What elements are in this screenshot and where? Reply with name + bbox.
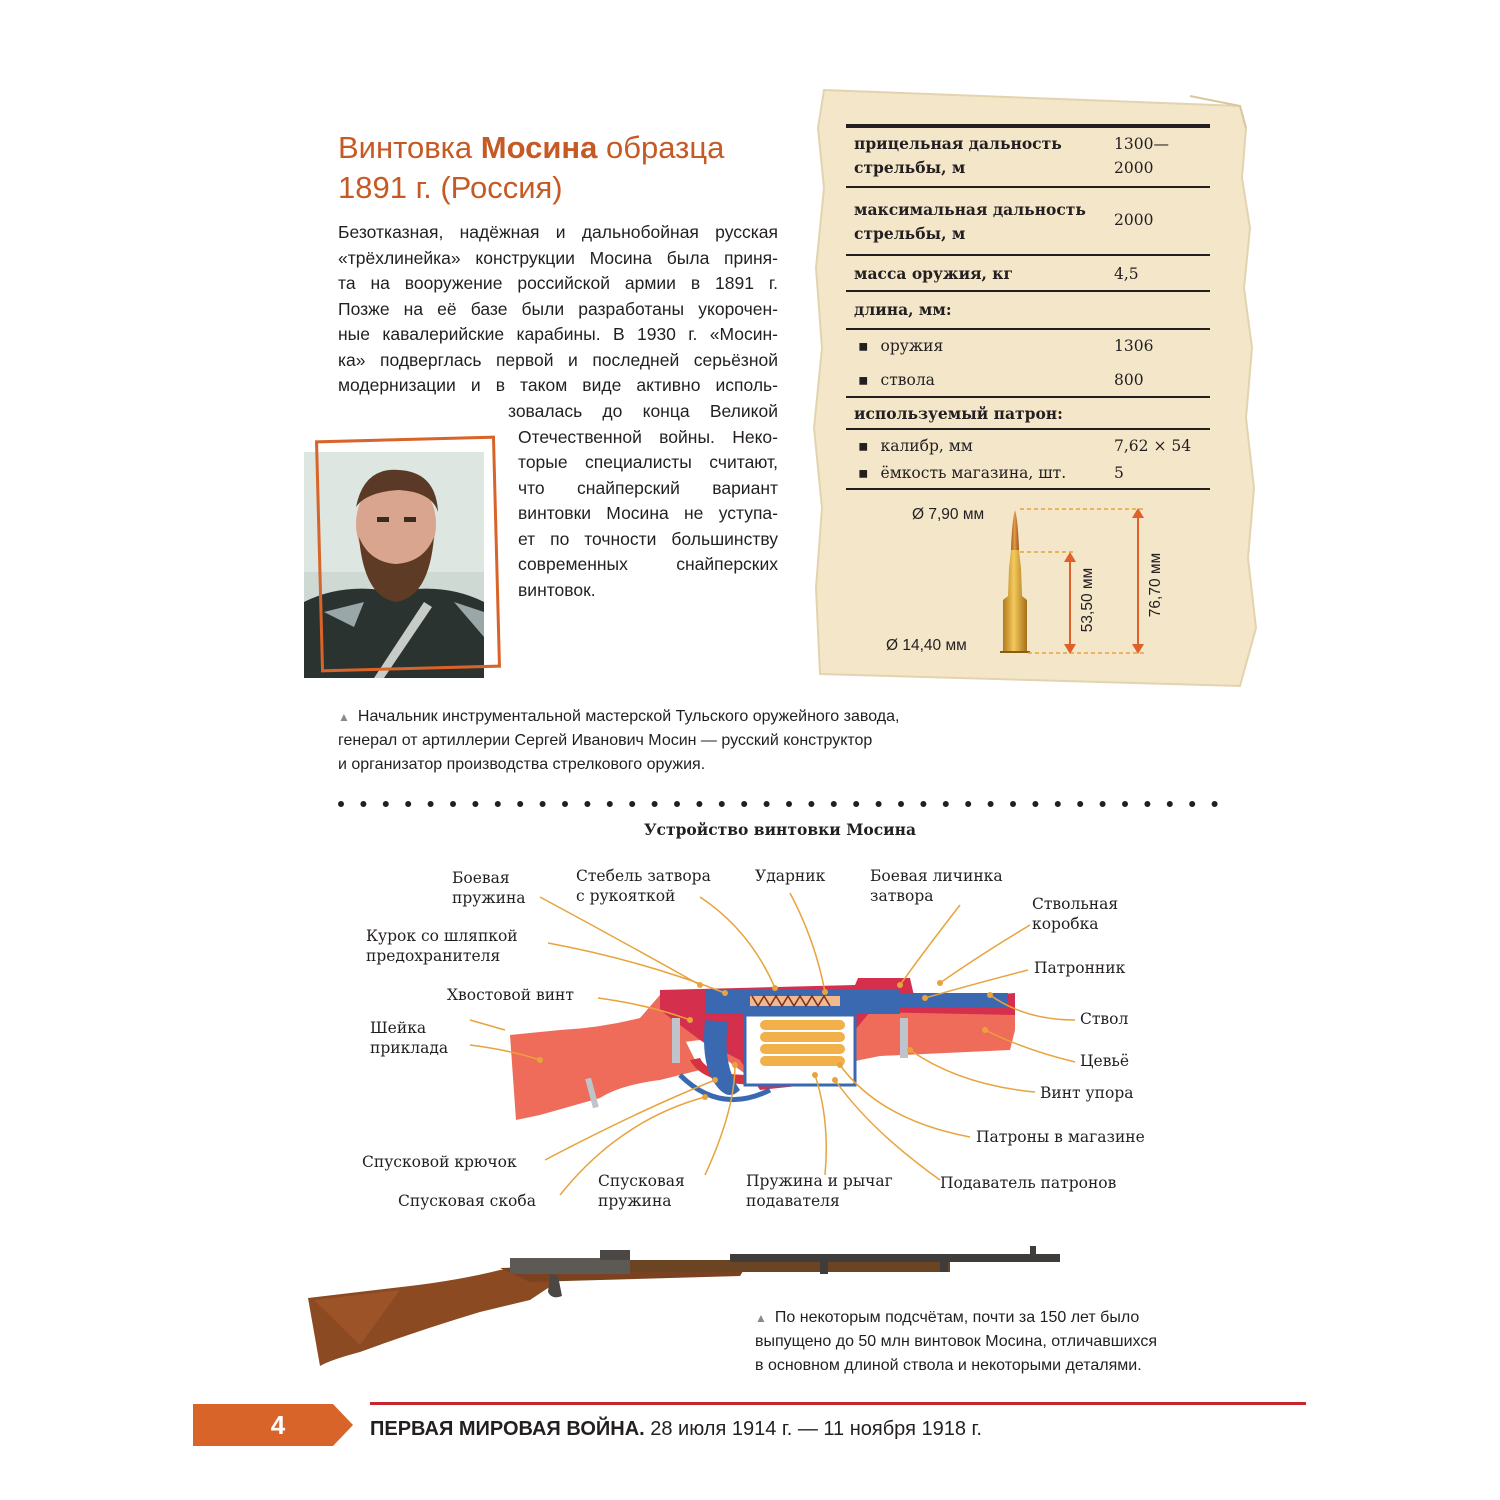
divider-dot: [629, 801, 635, 807]
divider-dot: [1032, 801, 1038, 807]
label-stop-screw: Винт упора: [1040, 1084, 1134, 1102]
label-chamber: Патронник: [1034, 959, 1126, 977]
portrait-frame: [315, 436, 501, 673]
divider-dot: [831, 801, 837, 807]
divider-dot: [338, 801, 344, 807]
case-length-label: 53,50 мм: [1079, 567, 1096, 633]
divider-dot: [1100, 801, 1106, 807]
divider-dot: [920, 801, 926, 807]
divider-dot: [405, 801, 411, 807]
divider-dot: [898, 801, 904, 807]
divider-dot: [428, 801, 434, 807]
triangle-up-icon: ▲: [755, 1311, 767, 1325]
label-stock-neck: Шейка приклада: [370, 1019, 449, 1057]
label-trigger-spring: Спусковая пружина: [598, 1172, 685, 1210]
bullet-tip: [1011, 510, 1019, 550]
divider-dot: [988, 801, 994, 807]
divider-dot: [360, 801, 366, 807]
divider-dot: [1010, 801, 1016, 807]
rifle-receiver: [510, 1258, 630, 1274]
dotted-divider: [338, 794, 1218, 800]
divider-dot: [495, 801, 501, 807]
intro-paragraph: Безотказная, надёжная и дальнобойная русская «трёхлинейка» конструкции Мосина была приня- та на вооружение российской армии в 1891 г. Позже на её базе были разработаны укорочен- ные кавалерийские карабины. В 1930 г. «Мосин- ка» подверглась первой и последней серьёзной модернизации и в таком виде активно исполь-: [338, 222, 778, 395]
divider-dot: [786, 801, 792, 807]
portrait-caption: ▲ Начальник инструментальной мастерской Тульского оружейного завода, генерал от артиллерии Сергей Иванович Мосин — русский конструктор и организатор производства стрелкового оружия.: [338, 708, 900, 773]
divider-dot: [1077, 801, 1083, 807]
label-forend: Цевьё: [1080, 1052, 1130, 1070]
divider-dot: [472, 801, 478, 807]
wrap-paragraph: зовалась до конца Великой Отечественной войны. Неко- торые специалисты считают, что снайперский вариант винтовки Мосина не уступа- ет по точности большинству современных снайперских винтовок.: [508, 401, 778, 600]
label-magazine-rounds: Патроны в магазине: [976, 1128, 1145, 1146]
label-barrel: Ствол: [1080, 1010, 1129, 1028]
footer-rule: [370, 1402, 1306, 1405]
divider-dot: [607, 801, 613, 807]
label-tail-screw: Хвостовой винт: [447, 986, 574, 1004]
divider-dot: [943, 801, 949, 807]
divider-dot: [965, 801, 971, 807]
label-feeder-spring: Пружина и рычаг подавателя: [746, 1172, 893, 1210]
diagram-title: Устройство винтовки Мосина: [643, 820, 917, 839]
divider-dot: [1144, 801, 1150, 807]
divider-dot: [1167, 801, 1173, 807]
cartridge-case: [1003, 550, 1027, 652]
page-number: 4: [270, 1410, 286, 1440]
divider-dot: [383, 801, 389, 807]
label-cocking-piece: Курок со шляпкой предохранителя: [366, 927, 518, 965]
divider-dot: [584, 801, 590, 807]
divider-dot: [853, 801, 859, 807]
triangle-up-icon: ▲: [338, 710, 350, 724]
divider-dot: [719, 801, 725, 807]
label-feeder: Подаватель патронов: [940, 1174, 1117, 1192]
divider-dot: [1122, 801, 1128, 807]
label-bolt-face: Боевая личинка затвора: [870, 867, 1003, 905]
base-diameter-label: Ø 14,40 мм: [886, 637, 967, 654]
label-combat-spring: Боевая пружина: [452, 869, 526, 907]
divider-dot: [1212, 801, 1218, 807]
label-trigger-guard: Спусковая скоба: [398, 1192, 536, 1210]
divider-dot: [562, 801, 568, 807]
divider-dot: [741, 801, 747, 807]
divider-dot: [1055, 801, 1061, 807]
divider-dot: [517, 801, 523, 807]
divider-dot: [652, 801, 658, 807]
total-length-label: 76,70 мм: [1147, 552, 1164, 618]
divider-dot: [764, 801, 770, 807]
label-receiver: Ствольная коробка: [1032, 895, 1119, 933]
rifle-barrel: [730, 1254, 1060, 1262]
divider-dot: [540, 801, 546, 807]
divider-dot: [1189, 801, 1195, 807]
divider-dot: [674, 801, 680, 807]
divider-dot: [808, 801, 814, 807]
divider-dot: [696, 801, 702, 807]
article-title: Винтовка Мосина образца 1891 г. (Россия): [338, 130, 725, 205]
label-trigger: Спусковой крючок: [362, 1153, 517, 1171]
divider-dot: [450, 801, 456, 807]
label-bolt-stem: Стебель затвора с рукояткой: [576, 867, 711, 905]
bullet-diameter-label: Ø 7,90 мм: [912, 506, 985, 523]
divider-dot: [876, 801, 882, 807]
label-striker: Ударник: [755, 867, 826, 885]
rifle-caption: ▲ По некоторым подсчётам, почти за 150 лет было выпущено до 50 млн винтовок Мосина, отличавшихся в основном длиной ствола и некоторыми деталями.: [755, 1309, 1158, 1374]
chapter-title: ПЕРВАЯ МИРОВАЯ ВОЙНА. 28 июля 1914 г. — 11 ноября 1918 г.: [370, 1418, 982, 1440]
